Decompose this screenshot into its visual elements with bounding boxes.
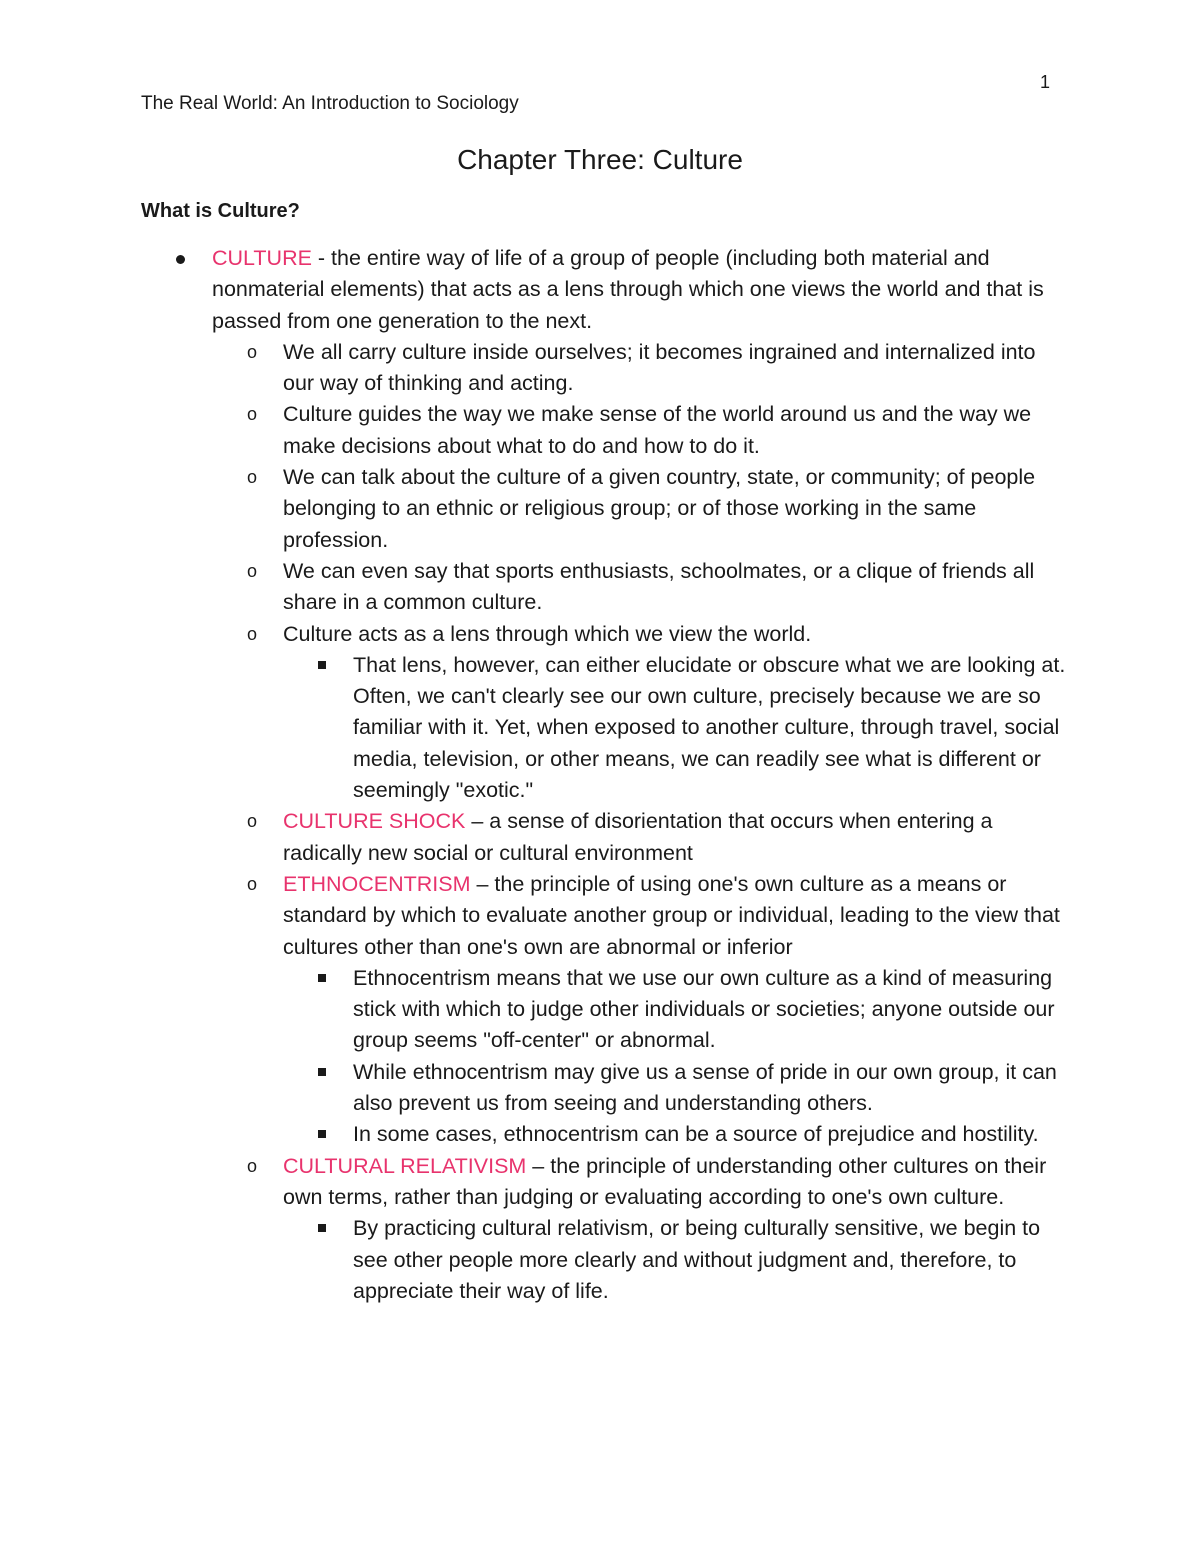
section-heading: What is Culture?: [141, 200, 300, 222]
circle-bullet-icon: o: [247, 341, 258, 362]
list-item: [0, 462, 1068, 556]
definition-culture: - the entire way of life of a group of people (including both material and nonmaterial elements) that acts as a lens through which one views the world and that is passed from one generation to the next.: [212, 246, 1044, 333]
list-item: [0, 1119, 1068, 1150]
list-item-text: We all carry culture inside ourselves; it becomes ingrained and internalized into our way of thinking and acting.: [283, 339, 1036, 396]
list-item-text: Culture acts as a lens through which we view the world.: [283, 621, 812, 646]
square-bullet-icon: [318, 1224, 326, 1232]
circle-bullet-icon: o: [247, 404, 258, 425]
list-item-text: We can talk about the culture of a given country, state, or community; of people belonging to an ethnic or religious group; or of those working in the same profession.: [283, 465, 1036, 552]
bullet-icon: [176, 255, 185, 264]
list-item: [0, 399, 1068, 462]
document-body: [0, 243, 1200, 1307]
definition-culture-shock: – a sense of disorientation that occurs when entering a radically new social or cultural environment: [283, 809, 993, 865]
circle-bullet-icon: o: [247, 560, 258, 581]
list-item-culture: [0, 243, 1072, 337]
page-number: 1: [1040, 72, 1051, 92]
list-item-text: Culture guides the way we make sense of the world around us and the way we make decisions about what to do and how to do it.: [283, 402, 1032, 458]
term-ethnocentrism: ETHNOCENTRISM: [283, 871, 471, 896]
list-item-text: We can even say that sports enthusiasts, schoolmates, or a clique of friends all share in a common culture.: [283, 558, 1035, 615]
square-bullet-icon: [318, 974, 326, 982]
list-item: [0, 619, 1068, 650]
definition-ethnocentrism: – the principle of using one's own culture as a means or standard by which to evaluate another group or individual, leading to the view that cultures other than one's own are abnormal or inferior: [283, 871, 1060, 959]
list-item-text: While ethnocentrism may give us a sense of pride in our own group, it can also prevent us from seeing and understanding others.: [353, 1059, 1057, 1116]
square-bullet-icon: [318, 1068, 326, 1076]
square-bullet-icon: [318, 1130, 326, 1138]
list-item-text: Ethnocentrism means that we use our own culture as a kind of measuring stick with which to judge other individuals or societies; anyone outside our group seems "off-center" or abnormal.: [353, 965, 1055, 1053]
page-title: Chapter Three: Culture: [457, 144, 743, 175]
term-cultural-relativism: CULTURAL RELATIVISM: [283, 1153, 527, 1178]
term-culture-shock: CULTURE SHOCK: [283, 809, 466, 834]
list-item-cultural-relativism: [0, 1151, 1068, 1214]
list-item-text: That lens, however, can either elucidate or obscure what we are looking at. Often, we can't clearly see our own culture, precisely because we are so familiar with it. Yet, when exposed to another culture, through travel, social media, television, or other means, we can readily see what is different or seemingly "exotic.": [353, 652, 1066, 803]
list-item-ethnocentrism: [0, 869, 1068, 963]
list-item-culture-shock: [0, 806, 1068, 869]
circle-bullet-icon: o: [247, 623, 258, 644]
list-item: [0, 337, 1068, 400]
list-item: [0, 556, 1068, 619]
list-item-text: By practicing cultural relativism, or being culturally sensitive, we begin to see other people more clearly and without judgment and, therefore, to appreciate their way of life.: [353, 1216, 1041, 1303]
list-item: [0, 650, 1068, 806]
circle-bullet-icon: o: [247, 467, 258, 488]
list-item: [0, 1057, 1068, 1120]
list-item: [0, 1213, 1068, 1307]
circle-bullet-icon: o: [247, 1155, 258, 1176]
circle-bullet-icon: o: [247, 811, 258, 832]
list-item-text: In some cases, ethnocentrism can be a source of prejudice and hostility.: [353, 1122, 1039, 1147]
square-bullet-icon: [318, 661, 326, 669]
circle-bullet-icon: o: [247, 873, 258, 894]
running-header: The Real World: An Introduction to Sociology: [141, 93, 519, 114]
definition-cultural-relativism: – the principle of understanding other cultures on their own terms, rather than judging or evaluating according to one's own culture.: [283, 1153, 1047, 1209]
term-culture: CULTURE: [212, 246, 312, 270]
list-item: [0, 963, 1068, 1057]
